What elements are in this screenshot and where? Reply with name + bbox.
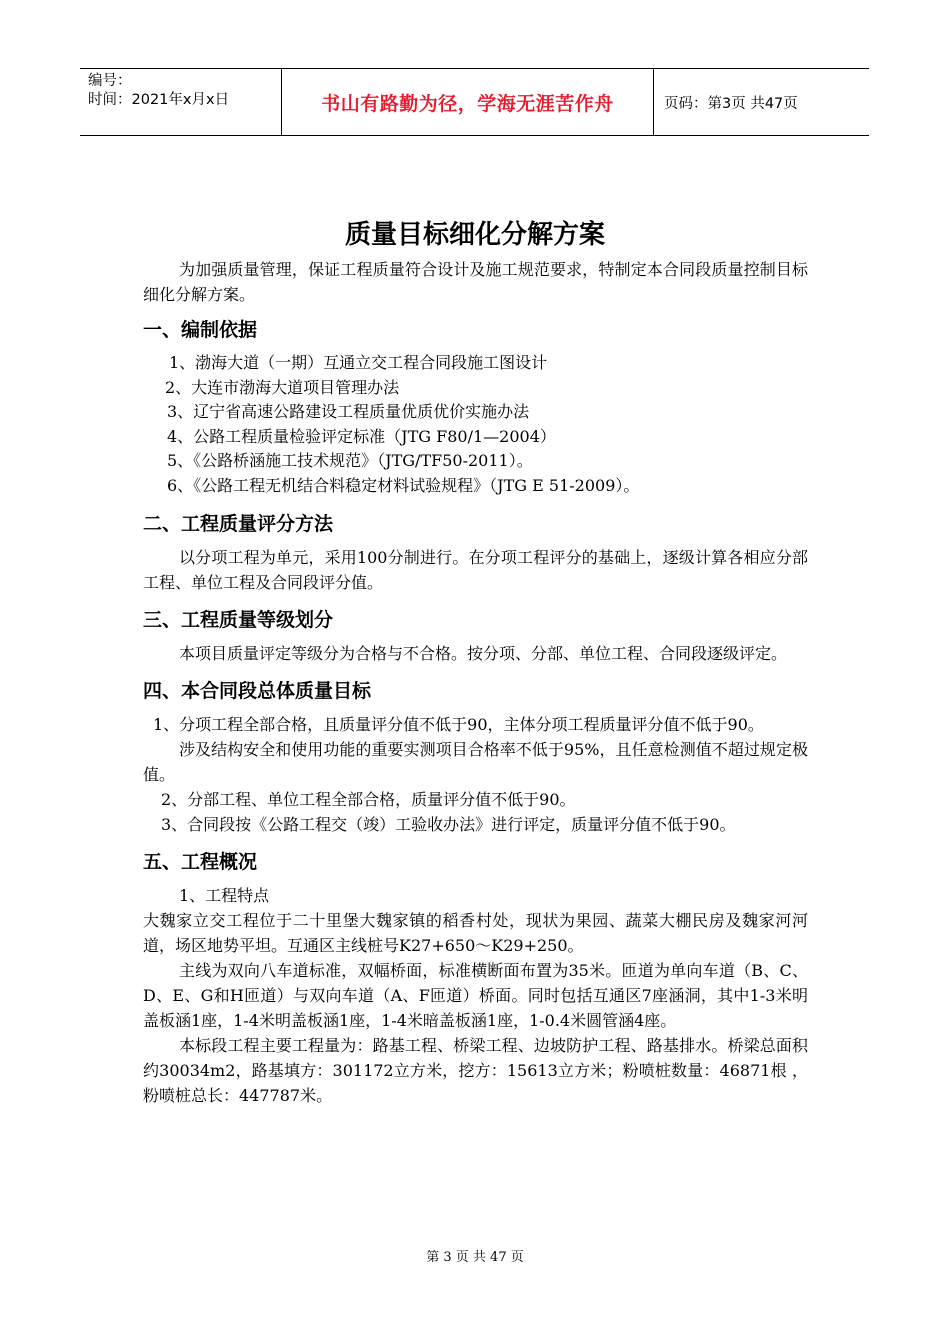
number-label: 编号：	[88, 73, 132, 89]
page-title: 质量目标细化分解方案	[344, 220, 605, 250]
basis-list	[143, 351, 808, 499]
section-5-sub: 1、工程特点	[179, 885, 270, 905]
section-heading-1: 一、编制依据	[143, 319, 258, 341]
section-5-p2: 主线为双向八车道标准，双幅桥面，标准横断面布置为35米。匝道为单向车道（B、C、D、E、G和H匝道）与双向车道（A、F匝道）桥面。同时包括互通区7座涵洞，其中1-3米明盖板涵1座，1-4米明盖板涵1座，1-4米暗盖板涵1座，1-0.4米圆管涵4座。	[143, 960, 808, 1030]
list-item: 4、公路工程质量检验评定标准（JTG F80/1—2004）	[167, 426, 556, 446]
list-item: 3、辽宁省高速公路建设工程质量优质优价实施办法	[167, 402, 530, 422]
time-label: 时间：2021年x月x日	[88, 92, 230, 108]
section-5-p1: 大魏家立交工程位于二十里堡大魏家镇的稻香村处，现状为果园、蔬菜大棚民房及魏家河河道，场区地势平坦。互通区主线桩号K27+650～K29+250。	[143, 910, 808, 955]
list-item: 6、《公路工程无机结合料稳定材料试验规程》（JTG E 51-2009）。	[167, 475, 640, 495]
section-heading-4: 四、本合同段总体质量目标	[143, 679, 372, 702]
motto: 书山有路勤为径，学海无涯苦作舟	[282, 69, 654, 135]
section-4-p4: 3、合同段按《公路工程交（竣）工验收办法》进行评定，质量评分值不低于90。	[161, 814, 736, 834]
section-heading-5: 五、工程概况	[143, 850, 258, 873]
section-4-p2: 涉及结构安全和使用功能的重要实测项目合格率不低于95%，且任意检测值不超过规定极值。	[143, 739, 808, 784]
list-item: 2、大连市渤海大道项目管理办法	[165, 377, 400, 397]
section-4-p3: 2、分部工程、单位工程全部合格，质量评分值不低于90。	[161, 789, 576, 809]
intro-paragraph: 为加强质量管理，保证工程质量符合设计及施工规范要求，特制定本合同段质量控制目标细化分解方案。	[143, 260, 808, 304]
list-item: 1、渤海大道（一期）互通立交工程合同段施工图设计	[169, 353, 548, 372]
header-meta	[80, 69, 282, 135]
section-2-body: 以分项工程为单元，采用100分制进行。在分项工程评分的基础上，逐级计算各相应分部工程、单位工程及合同段评分值。	[143, 547, 808, 592]
header-table	[80, 68, 869, 136]
section-heading-3: 三、工程质量等级划分	[143, 608, 334, 631]
page-info: 页码：第3页 共47页	[664, 95, 798, 112]
document-body	[143, 257, 808, 1108]
list-item: 5、《公路桥涵施工技术规范》（JTG/TF50-2011）。	[167, 451, 533, 471]
section-heading-2: 二、工程质量评分方法	[143, 512, 334, 535]
section-5-p3: 本标段工程主要工程量为：路基工程、桥梁工程、边坡防护工程、路基排水。桥梁总面积约30034m2，路基填方：301172立方米，挖方：15613立方米；粉喷桩数量：46871根 ，粉喷桩总长：447787米。	[143, 1035, 808, 1105]
section-3-body: 本项目质量评定等级分为合格与不合格。按分项、分部、单位工程、合同段逐级评定。	[179, 643, 788, 663]
section-4-p1: 1、分项工程全部合格，且质量评分值不低于90，主体分项工程质量评分值不低于90。	[153, 714, 764, 734]
page-footer: 第 3 页 共 47 页	[426, 1250, 524, 1265]
